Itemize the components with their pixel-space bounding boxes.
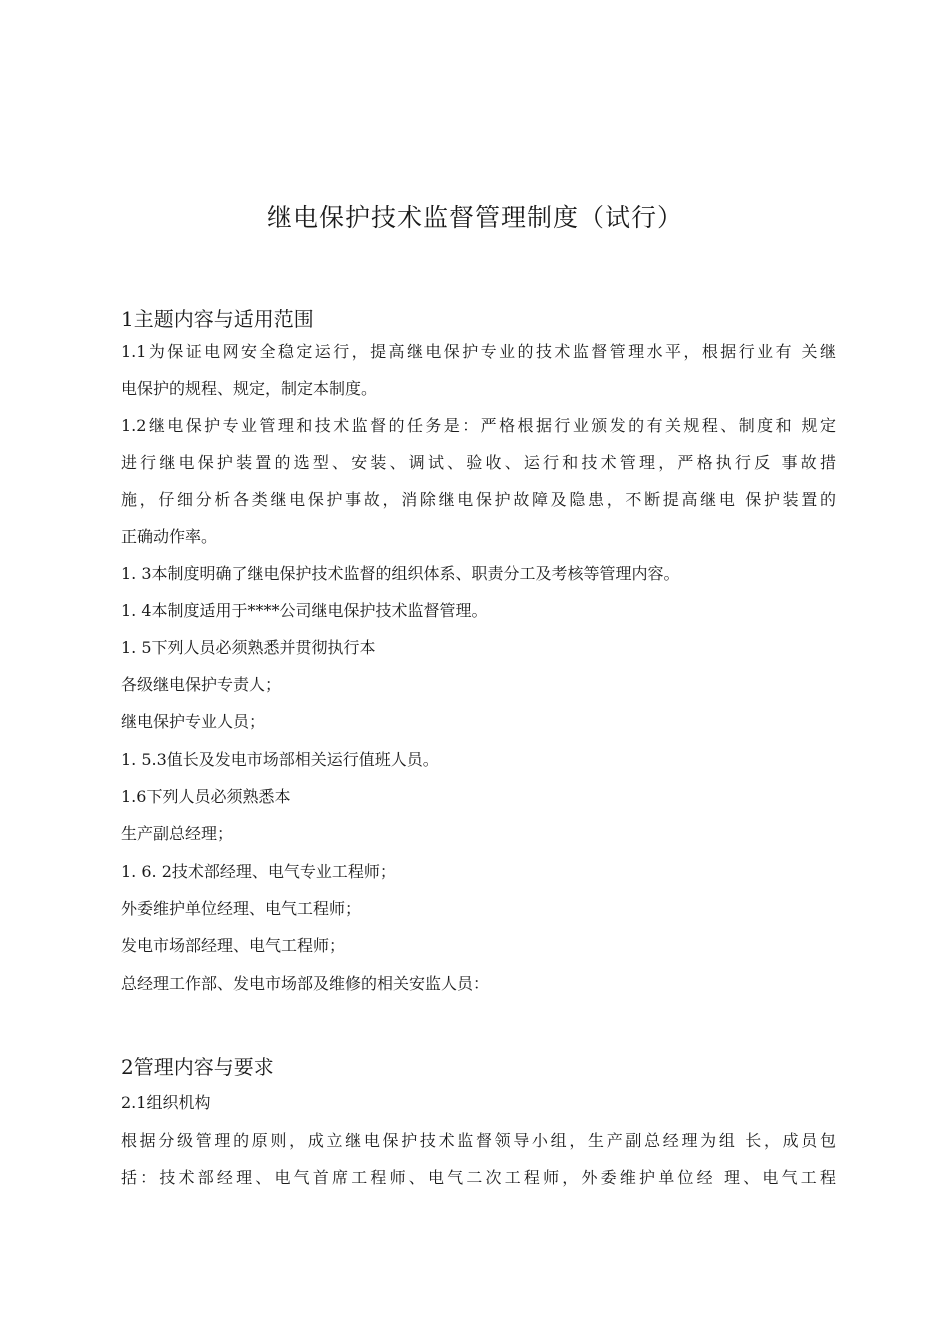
paragraph-line: 2.1组织机构 <box>121 1093 211 1112</box>
section-2-heading: 2管理内容与要求 <box>121 1055 274 1079</box>
paragraph-line: 施，仔细分析各类继电保护事故，消除继电保护故障及隐患，不断提高继电 保护装置的 <box>121 490 836 509</box>
paragraph-line: 根据分级管理的原则，成立继电保护技术监督领导小组，生产副总经理为组 长，成员包 <box>121 1131 836 1150</box>
paragraph-line: 继电保护专业人员； <box>121 712 266 731</box>
section-1-heading: 1主题内容与适用范围 <box>121 307 314 331</box>
paragraph-line: 发电市场部经理、电气工程师； <box>121 936 346 955</box>
paragraph-line: 1. 4本制度适用于****公司继电保护技术监督管理。 <box>121 601 488 620</box>
paragraph-line: 外委维护单位经理、电气工程师； <box>121 899 362 918</box>
paragraph-line: 总经理工作部、发电市场部及维修的相关安监人员： <box>121 974 490 993</box>
paragraph-line: 1.6下列人员必须熟悉本 <box>121 787 291 806</box>
paragraph-line: 1.1为保证电网安全稳定运行，提高继电保护专业的技术监督管理水平，根据行业有 关继 <box>121 342 836 361</box>
document-title: 继电保护技术监督管理制度（试行） <box>266 203 683 232</box>
paragraph-line: 括：技术部经理、电气首席工程师、电气二次工程师，外委维护单位经 理、电气工程 <box>121 1168 836 1187</box>
paragraph-line: 1. 6. 2技术部经理、电气专业工程师； <box>121 862 396 881</box>
paragraph-line: 1.2继电保护专业管理和技术监督的任务是：严格根据行业颁发的有关规程、制度和 规定 <box>121 416 836 435</box>
paragraph-line: 1. 5.3值长及发电市场部相关运行值班人员。 <box>121 750 439 769</box>
paragraph-line: 进行继电保护装置的选型、安装、调试、验收、运行和技术管理，严格执行反 事故措 <box>121 453 836 472</box>
paragraph-line: 电保护的规程、规定，制定本制度。 <box>121 379 378 398</box>
paragraph-line: 1. 5下列人员必须熟悉并贯彻执行本 <box>121 638 376 657</box>
paragraph-line: 各级继电保护专责人； <box>121 675 282 694</box>
paragraph-line: 1. 3本制度明确了继电保护技术监督的组织体系、职责分工及考核等管理内容。 <box>121 564 680 583</box>
paragraph-line: 正确动作率。 <box>121 527 218 546</box>
paragraph-line: 生产副总经理； <box>121 824 234 843</box>
